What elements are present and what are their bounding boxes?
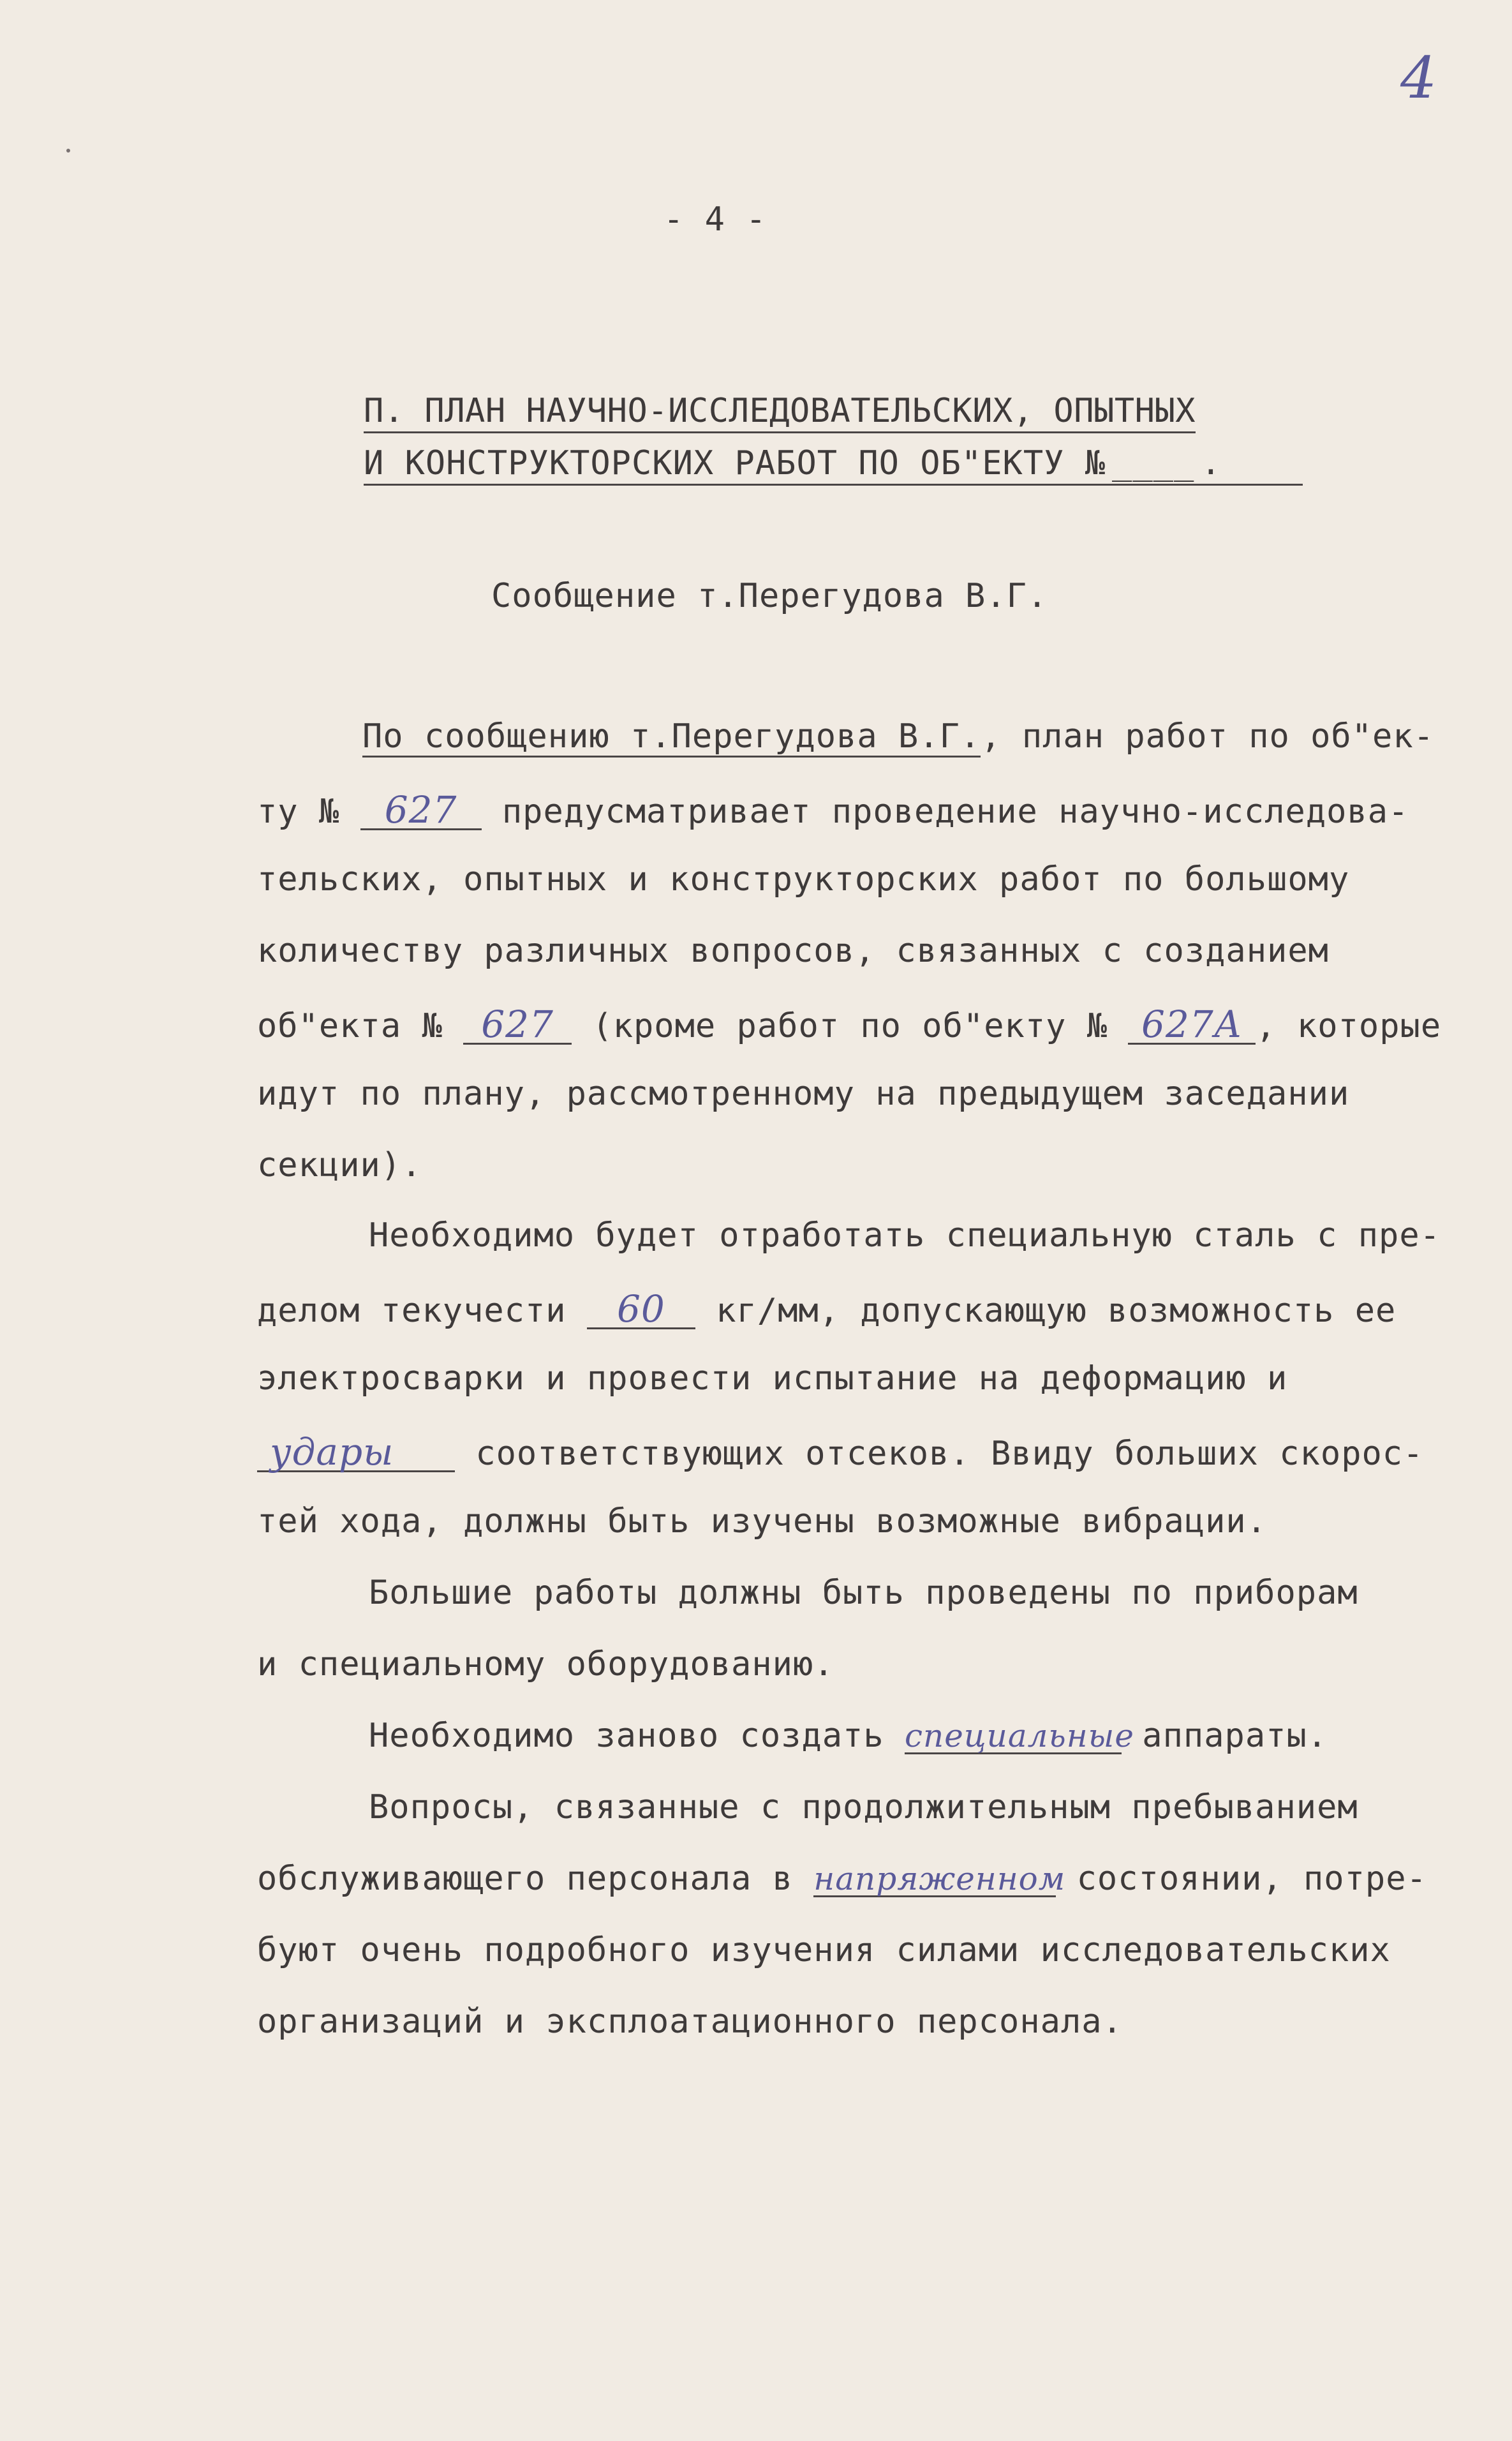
p2-line2-rest: кг/мм, допускающую возможность ее [716,1292,1397,1330]
p5-line2-rest: состоянии, потре- [1076,1860,1427,1898]
heading-object-number-blank: ____ [1112,444,1195,482]
p4-start: Необходимо заново создать [369,1717,884,1755]
handwritten-object-number-3: 627А [1141,1003,1243,1046]
p2-line1: Необходимо будет отработать специальную сталь с пре- [369,1216,1441,1255]
p5-line2 [257,1862,1427,1897]
handwritten-word-tense: напряженном [813,1860,1066,1897]
page-number: - 4 - [663,200,767,239]
p1-line6: идут по плану, рассмотренному на предыдущем заседании [257,1075,1350,1113]
p5-line4: организаций и эксплоатационного персонала. [257,2003,1123,2041]
p1-line5-start: об"екта № [257,1007,443,1045]
p1-line4: количеству различных вопросов, связанных с созданием [257,932,1329,970]
corner-page-mark: 4 [1400,45,1437,112]
handwritten-yield-strength: 60 [617,1287,665,1331]
p1-line2 [257,788,1409,832]
p5-line2-start: обслуживающего персонала в [257,1860,793,1898]
paper-speck [66,149,70,153]
p1-line1-rest: , план работ по об"ек- [981,717,1434,756]
section-heading-line2 [364,444,1303,486]
report-subtitle: Сообщение т.Перегудова В.Г. [491,577,1048,615]
p4-line1 [369,1719,1328,1754]
p2-line3: электросварки и провести испытание на деформацию и [257,1359,1288,1398]
p2-line4 [257,1430,1424,1474]
heading-line2-end: . [1201,444,1222,482]
handwritten-object-number: 627 [384,788,457,832]
handwritten-object-number-2: 627 [481,1003,554,1046]
p1-line2-rest: предусматривает проведение научно-исследова- [501,793,1409,831]
p4-end: аппараты. [1142,1717,1328,1755]
p3-line1: Большие работы должны быть проведены по приборам [369,1574,1358,1612]
p1-line5-mid: (кроме работ по об"екту № [592,1007,1108,1045]
p1-underlined-lead: По сообщению т.Перегудова В.Г. [362,717,981,758]
p1-line5-end: , которые [1256,1007,1442,1045]
p2-line4-rest: соответствующих отсеков. Ввиду больших скорос- [475,1435,1424,1473]
p2-line5: тей хода, должны быть изучены возможные вибрации. [257,1502,1268,1541]
p1-line1 [362,717,1434,756]
section-heading-line1: П. ПЛАН НАУЧНО-ИССЛЕДОВАТЕЛЬСКИХ, ОПЫТНЫХ [364,394,1196,433]
heading-line2-text: И КОНСТРУКТОРСКИХ РАБОТ ПО ОБ"ЕКТУ № [364,444,1106,482]
handwritten-word-impacts: удары [270,1430,394,1474]
handwritten-word-special: специальные [904,1717,1134,1754]
p2-line2-start: делом текучести [257,1292,567,1330]
p1-line3: тельских, опытных и конструкторских работ по большому [257,860,1350,899]
p1-line2-start: ту № [257,793,340,831]
p5-line3: буют очень подробного изучения силами исследовательских [257,1931,1391,1969]
p3-line2: и специальному оборудованию. [257,1645,834,1683]
p2-line2 [257,1287,1397,1331]
p5-line1: Вопросы, связанные с продолжительным пребыванием [369,1788,1358,1826]
p1-line7: секции). [257,1146,422,1184]
p1-line5 [257,1003,1442,1046]
